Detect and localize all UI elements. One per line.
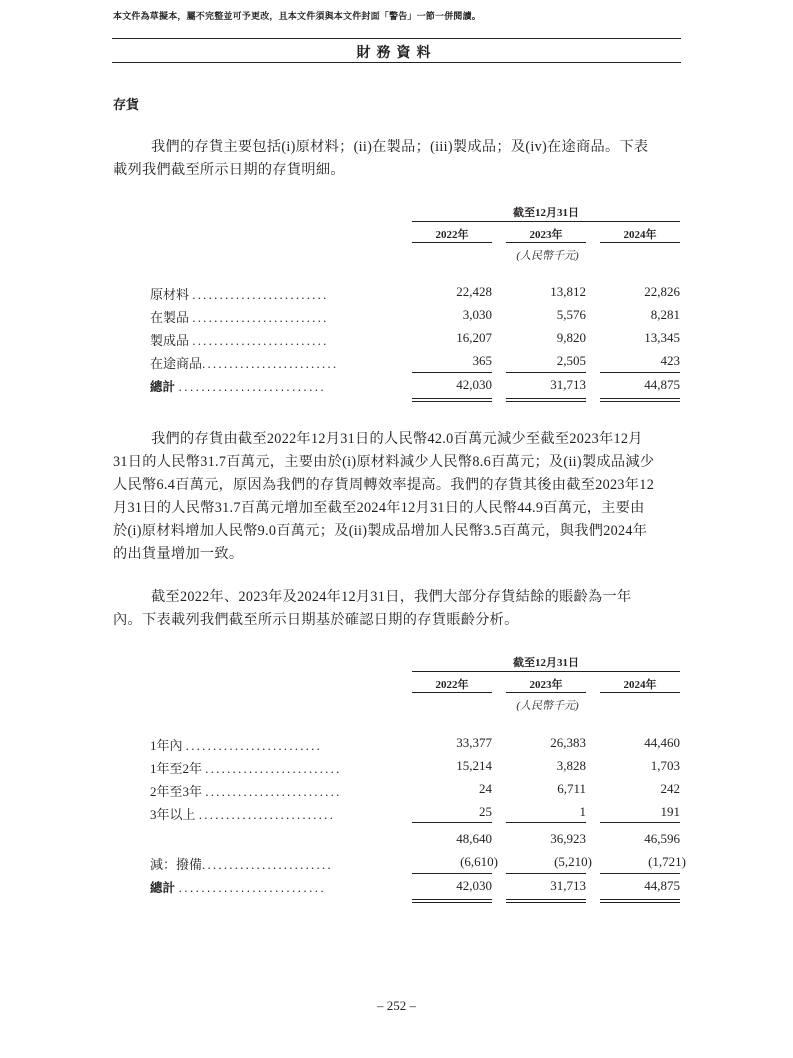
total-double-rule (412, 899, 492, 903)
column-header-2022: 2022年 (435, 679, 469, 691)
table-row (150, 284, 685, 304)
column-header-2024: 2024年 (623, 679, 657, 691)
row-label: 在製品 ......................... (150, 310, 329, 325)
table-total-row (150, 377, 685, 397)
column-header-rule (412, 242, 492, 243)
cell-2022: (6,610) (460, 854, 498, 869)
column-header-2023: 2023年 (529, 679, 563, 691)
cell-2023: 26,383 (550, 735, 586, 750)
page-number: – 252 – (377, 998, 416, 1013)
cell-2024: 191 (660, 804, 680, 819)
table-total-row (150, 878, 685, 898)
table-row (150, 781, 685, 801)
total-double-rule (600, 899, 680, 903)
cell-2023: 36,923 (550, 831, 586, 846)
table-row (150, 804, 685, 824)
group-header-rule (412, 221, 680, 222)
table-row (150, 307, 685, 327)
cell-2022: 22,428 (456, 284, 492, 299)
cell-2024: 242 (660, 781, 680, 796)
section-title: 財務資料 (356, 44, 437, 60)
subtotal-rule (412, 372, 492, 373)
column-header-2023: 2023年 (529, 229, 563, 241)
cell-2023: 31,713 (550, 878, 586, 893)
cell-2023: 13,812 (550, 284, 586, 299)
paragraph-line: 人民幣6.4百萬元，原因為我們的存貨周轉效率提高。我們的存貨其後由截至2023年12 (113, 477, 655, 493)
table-provision-row (150, 854, 685, 874)
cell-2024: 44,875 (644, 878, 680, 893)
row-label: 原材料 ......................... (150, 287, 329, 302)
total-double-rule (600, 398, 680, 402)
cell-2022: 365 (472, 353, 492, 368)
paragraph-line: 內。下表載列我們截至所示日期基於確認日期的存貨賬齡分析。 (113, 612, 519, 628)
cell-2023: 3,828 (556, 758, 586, 773)
cell-2024: 13,345 (644, 330, 680, 345)
row-label: 製成品 ......................... (150, 333, 329, 348)
row-label: 2年至3年 ......................... (150, 784, 342, 799)
cell-2022: 25 (479, 804, 492, 819)
inventory-analysis-paragraph (113, 428, 682, 566)
subtotal-rule (412, 873, 492, 874)
row-label: 3年以上 ......................... (150, 807, 336, 822)
column-header-rule (506, 242, 586, 243)
group-header: 截至12月31日 (513, 657, 579, 669)
total-double-rule (506, 398, 586, 402)
cell-2024: 8,281 (650, 307, 680, 322)
table-row (150, 353, 685, 373)
subtotal-rule (600, 873, 680, 874)
cell-2022: 24 (479, 781, 492, 796)
cell-2024: 46,596 (644, 831, 680, 846)
cell-2022: 33,377 (456, 735, 492, 750)
draft-disclaimer: 本文件為草擬本，屬不完整並可予更改，且本文件須與本文件封面「警告」一節一併閱讀。 (113, 11, 482, 21)
cell-2023: 1 (579, 804, 586, 819)
table-row (150, 758, 685, 778)
group-header: 截至12月31日 (513, 207, 579, 219)
cell-2023: 5,576 (556, 307, 586, 322)
inventory-heading: 存貨 (113, 97, 140, 112)
cell-2024: (1,721) (648, 854, 686, 869)
row-label: 1年至2年 ......................... (150, 761, 342, 776)
cell-2022: 42,030 (456, 878, 492, 893)
paragraph-line: 31日的人民幣31.7百萬元，主要由於(i)原材料減少人民幣8.6百萬元；及(ii)製成品減少 (113, 454, 655, 470)
paragraph-line: 的出貨量增加一致。 (113, 546, 244, 562)
paragraph-line: 月31日的人民幣31.7百萬元增加至截至2024年12月31日的人民幣44.9百萬元，主要由 (113, 500, 645, 516)
cell-2022: 16,207 (456, 330, 492, 345)
cell-2022: 15,214 (456, 758, 492, 773)
row-label: 總計 .......................... (150, 881, 326, 895)
subtotal-rule (600, 372, 680, 373)
column-header-2022: 2022年 (435, 229, 469, 241)
subtotal-rule (600, 822, 680, 823)
aging-intro-paragraph (113, 586, 682, 632)
column-header-2024: 2024年 (623, 229, 657, 241)
paragraph-line: 載列我們截至所示日期的存貨明細。 (113, 162, 345, 178)
subtotal-rule (412, 822, 492, 823)
total-double-rule (412, 398, 492, 402)
cell-2022: 48,640 (456, 831, 492, 846)
inventory-intro-paragraph (113, 136, 682, 182)
subtotal-rule (506, 822, 586, 823)
subtotal-rule (506, 873, 586, 874)
column-header-rule (506, 692, 586, 693)
column-header-rule (600, 242, 680, 243)
table-subtotal-row (150, 831, 685, 851)
paragraph-line: 我們的存貨由截至2022年12月31日的人民幣42.0百萬元減少至截至2023年12月 (151, 431, 643, 447)
header-rule-bottom (112, 62, 681, 63)
paragraph-line: 於(i)原材料增加人民幣9.0百萬元；及(ii)製成品增加人民幣3.5百萬元，與我們2024年 (113, 523, 648, 539)
cell-2024: 423 (660, 353, 680, 368)
cell-2023: (5,210) (554, 854, 592, 869)
header-rule-top (112, 38, 681, 39)
row-label: 在途商品......................... (150, 356, 339, 371)
cell-2023: 31,713 (550, 377, 586, 392)
cell-2022: 3,030 (462, 307, 492, 322)
cell-2024: 1,703 (650, 758, 680, 773)
column-header-rule (600, 692, 680, 693)
row-label: 減：撥備........................ (150, 857, 333, 872)
unit-label: (人民幣千元) (516, 250, 579, 262)
group-header-rule (412, 671, 680, 672)
paragraph-line: 我們的存貨主要包括(i)原材料；(ii)在製品；(iii)製成品；及(iv)在途商品。下表 (151, 139, 649, 155)
cell-2024: 44,875 (644, 377, 680, 392)
cell-2024: 44,460 (644, 735, 680, 750)
row-label: 1年內 ......................... (150, 738, 323, 753)
table-row (150, 735, 685, 755)
table-row (150, 330, 685, 350)
subtotal-rule (506, 372, 586, 373)
cell-2024: 22,826 (644, 284, 680, 299)
cell-2023: 6,711 (557, 781, 586, 796)
paragraph-line: 截至2022年、2023年及2024年12月31日，我們大部分存貨結餘的賬齡為一年 (151, 589, 632, 605)
cell-2022: 42,030 (456, 377, 492, 392)
cell-2023: 9,820 (556, 330, 586, 345)
total-double-rule (506, 899, 586, 903)
column-header-rule (412, 692, 492, 693)
cell-2023: 2,505 (556, 353, 586, 368)
row-label: 總計 .......................... (150, 380, 326, 394)
unit-label: (人民幣千元) (516, 700, 579, 712)
